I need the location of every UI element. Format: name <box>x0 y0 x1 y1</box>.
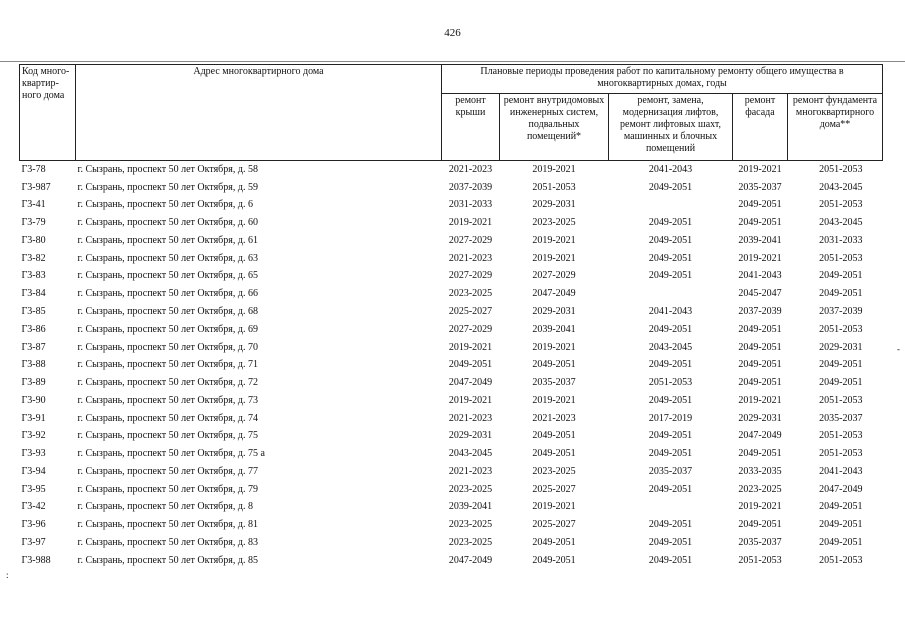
table-row <box>20 499 883 517</box>
table-row <box>20 392 883 410</box>
cell-systems: 2027-2029 <box>532 270 576 282</box>
table-row <box>20 321 883 339</box>
cell-roof: 2049-2051 <box>448 359 493 371</box>
cell-roof: 2039-2041 <box>448 501 493 513</box>
cell-foundation: 2041-2043 <box>819 465 863 477</box>
cell-roof: 2023-2025 <box>448 483 493 495</box>
cell-foundation: 2051-2053 <box>819 163 863 175</box>
cell-roof: 2021-2023 <box>448 465 493 477</box>
cell-foundation: 2051-2053 <box>819 430 863 442</box>
cell-systems: 2049-2051 <box>532 359 576 371</box>
cell-facade: 2037-2039 <box>738 306 782 317</box>
cell-facade: 2049-2051 <box>738 377 782 389</box>
table-row <box>20 481 883 499</box>
cell-systems: 2019-2021 <box>532 252 576 264</box>
cell-elevators: 2043-2045 <box>648 341 693 353</box>
cell-facade: 2047-2049 <box>738 430 782 442</box>
cell-roof: 2047-2049 <box>448 377 493 389</box>
cell-address: г. Сызрань, проспект 50 лет Октября, д. 63 <box>77 252 258 264</box>
cell-elevators: 2049-2051 <box>648 323 693 335</box>
cell-facade: 2035-2037 <box>738 181 782 193</box>
cell-roof: 2027-2029 <box>448 270 493 282</box>
cell-foundation: 2049-2051 <box>819 359 863 371</box>
cell-code: Г3-91 <box>21 412 46 424</box>
cell-roof: 2021-2023 <box>448 163 493 175</box>
table-row <box>20 516 883 534</box>
cell-roof: 2031-2033 <box>448 199 493 211</box>
table-row <box>20 303 883 321</box>
cell-roof: 2027-2029 <box>448 234 493 246</box>
cell-code: Г3-988 <box>21 554 51 566</box>
cell-systems: 2049-2051 <box>532 554 576 566</box>
cell-address: г. Сызрань, проспект 50 лет Октября, д. 59 <box>77 181 258 193</box>
cell-systems: 2035-2037 <box>532 377 576 389</box>
cell-elevators <box>609 285 733 303</box>
table-row <box>20 445 883 463</box>
cell-code: Г3-87 <box>21 341 46 353</box>
cell-roof: 2023-2025 <box>448 519 493 531</box>
cell-facade: 2049-2051 <box>738 323 782 335</box>
cell-elevators: 2049-2051 <box>648 270 693 282</box>
cell-systems: 2019-2021 <box>532 501 576 513</box>
table-row <box>20 214 883 232</box>
table-row <box>20 463 883 481</box>
table-row <box>20 374 883 392</box>
cell-address: г. Сызрань, проспект 50 лет Октября, д. 66 <box>77 288 258 300</box>
cell-facade: 2041-2043 <box>738 270 782 282</box>
cell-code: Г3-79 <box>21 217 46 229</box>
cell-elevators: 2051-2053 <box>648 377 693 389</box>
cell-foundation: 2049-2051 <box>819 536 863 548</box>
cell-roof: 2023-2025 <box>448 288 493 300</box>
cell-code: Г3-84 <box>21 288 46 300</box>
table-row <box>20 179 883 197</box>
cell-roof: 2027-2029 <box>448 323 493 335</box>
cell-elevators: 2049-2051 <box>648 394 693 406</box>
cell-facade: 2051-2053 <box>738 554 782 566</box>
cell-foundation: 2049-2051 <box>819 288 863 300</box>
cell-code: Г3-83 <box>21 270 46 282</box>
cell-elevators: 2049-2051 <box>648 359 693 371</box>
cell-facade: 2019-2021 <box>738 252 782 264</box>
cell-systems: 2049-2051 <box>532 536 576 548</box>
cell-facade: 2049-2051 <box>738 341 782 353</box>
table-row <box>20 356 883 374</box>
cell-facade: 2039-2041 <box>738 234 782 246</box>
header-facade: ремонт фасада <box>733 94 788 161</box>
cell-address: г. Сызрань, проспект 50 лет Октября, д. 58 <box>77 163 258 175</box>
cell-systems: 2025-2027 <box>532 483 576 495</box>
cell-roof: 2025-2027 <box>448 306 493 317</box>
cell-facade: 2019-2021 <box>738 163 782 175</box>
cell-systems: 2039-2041 <box>532 323 576 335</box>
cell-elevators: 2049-2051 <box>648 181 693 193</box>
cell-code: Г3-987 <box>21 181 51 193</box>
cell-address: г. Сызрань, проспект 50 лет Октября, д. 77 <box>77 465 258 477</box>
cell-address: г. Сызрань, проспект 50 лет Октября, д. 74 <box>77 412 258 424</box>
cell-elevators <box>609 197 733 215</box>
cell-elevators <box>609 499 733 517</box>
cell-systems: 2049-2051 <box>532 430 576 442</box>
cell-address: г. Сызрань, проспект 50 лет Октября, д. 60 <box>77 217 258 229</box>
table-row <box>20 410 883 428</box>
cell-elevators: 2041-2043 <box>648 306 693 317</box>
cell-foundation: 2037-2039 <box>819 306 863 317</box>
stray-mark: : <box>6 570 9 580</box>
table-row <box>20 250 883 268</box>
cell-code: Г3-96 <box>21 519 46 531</box>
cell-foundation: 2035-2037 <box>819 412 863 424</box>
cell-facade: 2049-2051 <box>738 448 782 460</box>
cell-roof: 2021-2023 <box>448 252 493 264</box>
cell-address: г. Сызрань, проспект 50 лет Октября, д. 81 <box>77 519 258 531</box>
cell-address: г. Сызрань, проспект 50 лет Октября, д. 83 <box>77 536 258 548</box>
cell-systems: 2023-2025 <box>532 465 576 477</box>
cell-address: г. Сызрань, проспект 50 лет Октября, д. 75 а <box>77 448 265 460</box>
cell-facade: 2035-2037 <box>738 536 782 548</box>
cell-elevators: 2049-2051 <box>648 536 693 548</box>
cell-facade: 2045-2047 <box>738 288 782 300</box>
cell-facade: 2049-2051 <box>738 199 782 211</box>
cell-foundation: 2047-2049 <box>819 483 863 495</box>
table-row <box>20 339 883 357</box>
cell-systems: 2019-2021 <box>532 341 576 353</box>
cell-foundation: 2043-2045 <box>819 181 863 193</box>
cell-systems: 2047-2049 <box>532 288 576 300</box>
cell-address: г. Сызрань, проспект 50 лет Октября, д. 70 <box>77 341 258 353</box>
cell-address: г. Сызрань, проспект 50 лет Октября, д. 6 <box>77 199 253 211</box>
cell-code: Г3-78 <box>21 163 46 175</box>
cell-systems: 2029-2031 <box>532 306 576 317</box>
cell-elevators: 2049-2051 <box>648 430 693 442</box>
page-number: 426 <box>444 27 461 39</box>
cell-address: г. Сызрань, проспект 50 лет Октября, д. 8 <box>77 501 253 513</box>
cell-elevators: 2041-2043 <box>648 163 693 175</box>
cell-address: г. Сызрань, проспект 50 лет Октября, д. 69 <box>77 323 258 335</box>
cell-systems: 2019-2021 <box>532 394 576 406</box>
capital-repair-table <box>19 64 883 570</box>
cell-facade: 2049-2051 <box>738 217 782 229</box>
cell-code: Г3-80 <box>21 234 46 246</box>
cell-roof: 2047-2049 <box>448 554 493 566</box>
cell-foundation: 2049-2051 <box>819 377 863 389</box>
header-roof: ремонт крыши <box>442 94 500 161</box>
cell-foundation: 2049-2051 <box>819 501 863 513</box>
table-row <box>20 427 883 445</box>
header-systems: ремонт внутридомовых инженерных систем, подвальных помещений* <box>500 94 609 161</box>
cell-address: г. Сызрань, проспект 50 лет Октября, д. 85 <box>77 554 258 566</box>
cell-foundation: 2029-2031 <box>819 341 863 353</box>
top-rule <box>0 61 905 62</box>
cell-systems: 2025-2027 <box>532 519 576 531</box>
table-row <box>20 534 883 552</box>
cell-facade: 2023-2025 <box>738 483 782 495</box>
stray-mark: - <box>897 344 900 354</box>
cell-code: Г3-88 <box>21 359 46 371</box>
table-row <box>20 232 883 250</box>
cell-roof: 2021-2023 <box>448 412 493 424</box>
cell-elevators: 2049-2051 <box>648 519 693 531</box>
cell-systems: 2051-2053 <box>532 181 576 193</box>
cell-address: г. Сызрань, проспект 50 лет Октября, д. 75 <box>77 430 258 442</box>
cell-code: Г3-92 <box>21 430 46 442</box>
cell-roof: 2019-2021 <box>448 341 493 353</box>
cell-systems: 2019-2021 <box>532 163 576 175</box>
cell-elevators: 2049-2051 <box>648 448 693 460</box>
cell-facade: 2019-2021 <box>738 501 782 513</box>
cell-elevators: 2017-2019 <box>648 412 693 424</box>
cell-code: Г3-86 <box>21 323 46 335</box>
cell-code: Г3-93 <box>21 448 46 460</box>
cell-systems: 2023-2025 <box>532 217 576 229</box>
cell-systems: 2019-2021 <box>532 234 576 246</box>
cell-elevators: 2049-2051 <box>648 217 693 229</box>
cell-code: Г3-42 <box>21 501 46 513</box>
cell-address: г. Сызрань, проспект 50 лет Октября, д. 68 <box>77 306 258 317</box>
cell-roof: 2023-2025 <box>448 536 493 548</box>
header-code: Код много-квартир-ного дома <box>20 65 76 161</box>
cell-elevators: 2035-2037 <box>648 465 693 477</box>
cell-code: Г3-95 <box>21 483 46 495</box>
table-row <box>20 197 883 215</box>
cell-address: г. Сызрань, проспект 50 лет Октября, д. 71 <box>77 359 258 371</box>
cell-code: Г3-41 <box>21 199 46 211</box>
cell-foundation: 2049-2051 <box>819 519 863 531</box>
cell-foundation: 2031-2033 <box>819 234 863 246</box>
cell-address: г. Сызрань, проспект 50 лет Октября, д. 65 <box>77 270 258 282</box>
cell-foundation: 2051-2053 <box>819 394 863 406</box>
cell-systems: 2029-2031 <box>532 199 576 211</box>
header-periods-group: Плановые периоды проведения работ по капитальному ремонту общего имущества в многоквартирных домах, годы <box>442 65 883 94</box>
cell-address: г. Сызрань, проспект 50 лет Октября, д. 61 <box>77 234 258 246</box>
cell-code: Г3-90 <box>21 394 46 406</box>
cell-foundation: 2043-2045 <box>819 217 863 229</box>
cell-elevators: 2049-2051 <box>648 252 693 264</box>
cell-facade: 2049-2051 <box>738 359 782 371</box>
cell-elevators: 2049-2051 <box>648 234 693 246</box>
cell-roof: 2037-2039 <box>448 181 493 193</box>
cell-code: Г3-85 <box>21 306 46 317</box>
cell-elevators: 2049-2051 <box>648 483 693 495</box>
cell-facade: 2019-2021 <box>738 394 782 406</box>
cell-foundation: 2051-2053 <box>819 554 863 566</box>
cell-elevators: 2049-2051 <box>648 554 693 566</box>
cell-facade: 2049-2051 <box>738 519 782 531</box>
cell-roof: 2019-2021 <box>448 217 493 229</box>
cell-address: г. Сызрань, проспект 50 лет Октября, д. 72 <box>77 377 258 389</box>
table-row <box>20 285 883 303</box>
table-row <box>20 552 883 570</box>
cell-roof: 2043-2045 <box>448 448 493 460</box>
table-row <box>20 161 883 179</box>
cell-foundation: 2051-2053 <box>819 252 863 264</box>
cell-code: Г3-94 <box>21 465 46 477</box>
header-foundation: ремонт фундамента многоквартирного дома** <box>788 94 883 161</box>
cell-code: Г3-89 <box>21 377 46 389</box>
table-row <box>20 268 883 286</box>
cell-code: Г3-97 <box>21 536 46 548</box>
cell-foundation: 2051-2053 <box>819 323 863 335</box>
cell-code: Г3-82 <box>21 252 46 264</box>
cell-address: г. Сызрань, проспект 50 лет Октября, д. 79 <box>77 483 258 495</box>
cell-foundation: 2051-2053 <box>819 199 863 211</box>
header-elevators: ремонт, замена, модернизация лифтов, ремонт лифтовых шахт, машинных и блочных помещений <box>609 94 733 161</box>
cell-facade: 2033-2035 <box>738 465 782 477</box>
header-address: Адрес многоквартирного дома <box>76 65 442 161</box>
cell-facade: 2029-2031 <box>738 412 782 424</box>
cell-roof: 2029-2031 <box>448 430 493 442</box>
cell-roof: 2019-2021 <box>448 394 493 406</box>
cell-systems: 2021-2023 <box>532 412 576 424</box>
cell-foundation: 2049-2051 <box>819 270 863 282</box>
cell-foundation: 2051-2053 <box>819 448 863 460</box>
cell-systems: 2049-2051 <box>532 448 576 460</box>
cell-address: г. Сызрань, проспект 50 лет Октября, д. 73 <box>77 394 258 406</box>
